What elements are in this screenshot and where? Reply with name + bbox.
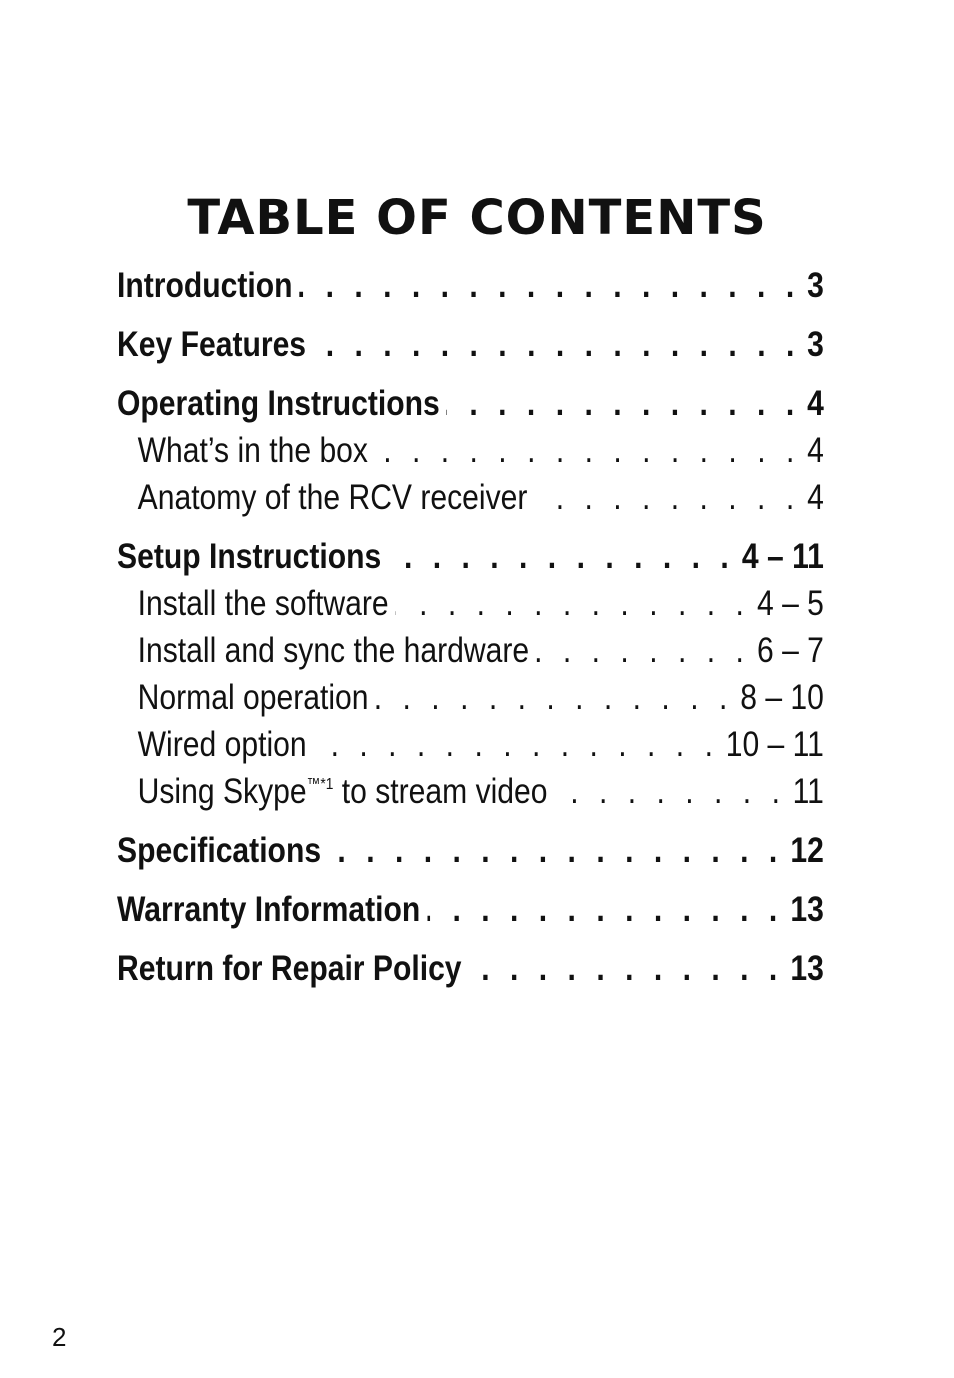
toc-entry-label xyxy=(138,768,548,815)
page-number: 2 xyxy=(52,1322,67,1352)
toc-entry-label: Install the software xyxy=(137,584,389,623)
toc-entry-page: 8 – 10 xyxy=(740,678,824,717)
toc-entry-label: Return for Repair Policy xyxy=(117,949,462,988)
dot-leader xyxy=(395,580,750,627)
dot-leader xyxy=(536,627,750,674)
toc-entry-label-prefix: Using Skype xyxy=(137,772,307,811)
dot-leader xyxy=(313,321,800,368)
toc-subentry-wired-option[interactable] xyxy=(117,721,824,768)
dot-leader xyxy=(427,886,783,933)
toc-entry-warranty-information[interactable] xyxy=(117,886,824,933)
toc-entry-page: 4 xyxy=(807,384,824,423)
toc-subentry-anatomy-of-receiver[interactable] xyxy=(117,474,824,521)
toc-entry-page: 6 – 7 xyxy=(756,631,824,670)
toc-entry-page: 12 xyxy=(790,831,824,870)
toc-entry-key-features[interactable] xyxy=(117,321,824,368)
toc-entry-setup-instructions[interactable] xyxy=(117,533,824,580)
toc-entry-page: 4 – 5 xyxy=(756,584,824,623)
dot-leader xyxy=(313,721,718,768)
toc-entry-specifications[interactable] xyxy=(117,827,824,874)
dot-leader xyxy=(299,262,800,309)
toc-entry-label: Setup Instructions xyxy=(117,537,382,576)
toc-entry-label: Warranty Information xyxy=(117,890,421,929)
toc-entry-page: 4 xyxy=(807,478,824,517)
toc-entry-label: Normal operation xyxy=(137,678,369,717)
toc-entry-page: 4 – 11 xyxy=(741,537,824,576)
table-of-contents xyxy=(117,262,824,992)
dot-leader xyxy=(375,427,800,474)
toc-entry-page: 13 xyxy=(790,890,824,929)
toc-subentry-using-skype[interactable] xyxy=(117,768,824,815)
toc-entry-label: Operating Instructions xyxy=(117,384,440,423)
toc-entry-page: 11 xyxy=(792,772,824,811)
toc-entry-label: Key Features xyxy=(117,325,307,364)
toc-entry-page: 3 xyxy=(807,325,824,364)
toc-entry-page: 3 xyxy=(807,266,824,305)
dot-leader xyxy=(388,533,735,580)
toc-entry-introduction[interactable] xyxy=(117,262,824,309)
toc-entry-label: Anatomy of the RCV receiver xyxy=(137,478,528,517)
dot-leader xyxy=(554,768,785,815)
toc-entry-label: Specifications xyxy=(117,831,322,870)
dot-leader xyxy=(328,827,784,874)
toc-entry-label-suffix: to stream video xyxy=(333,772,548,811)
toc-subentry-install-sync-hardware[interactable] xyxy=(117,627,824,674)
toc-entry-operating-instructions[interactable] xyxy=(117,380,824,427)
trademark-footnote-mark: ™*1 xyxy=(306,776,334,793)
toc-entry-label: What’s in the box xyxy=(137,431,368,470)
page-title: TABLE OF CONTENTS xyxy=(187,190,767,246)
dot-leader xyxy=(534,474,800,521)
dot-leader xyxy=(468,945,783,992)
toc-entry-page: 13 xyxy=(790,949,824,988)
toc-entry-label: Introduction xyxy=(117,266,293,305)
toc-subentry-whats-in-the-box[interactable] xyxy=(117,427,824,474)
dot-leader xyxy=(447,380,801,427)
toc-entry-label: Wired option xyxy=(137,725,307,764)
toc-entry-return-for-repair-policy[interactable] xyxy=(117,945,824,992)
toc-entry-page: 4 xyxy=(807,431,824,470)
toc-entry-label: Install and sync the hardware xyxy=(137,631,530,670)
toc-subentry-normal-operation[interactable] xyxy=(117,674,824,721)
toc-subentry-install-software[interactable] xyxy=(117,580,824,627)
dot-leader xyxy=(375,674,733,721)
toc-entry-page: 10 – 11 xyxy=(725,725,824,764)
